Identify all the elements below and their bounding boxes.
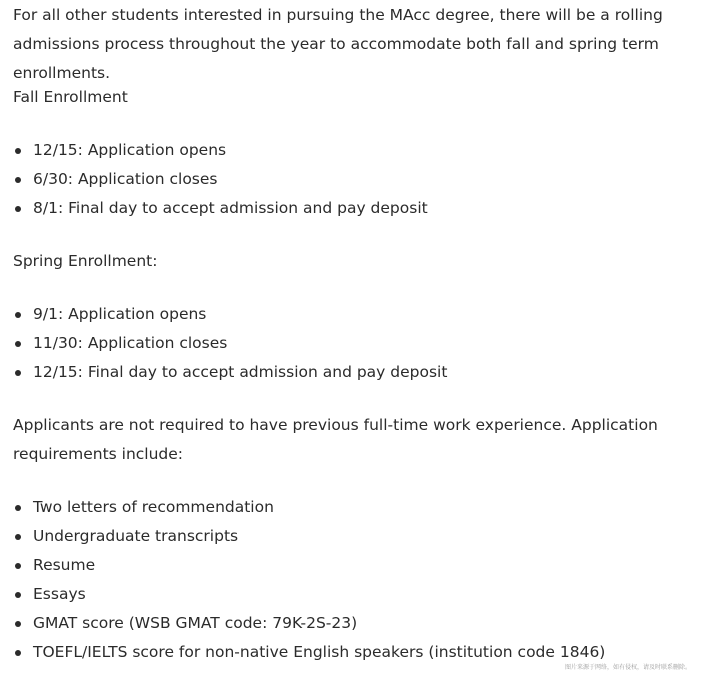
list-item	[13, 551, 605, 580]
list-item-text: Undergraduate transcripts	[33, 527, 239, 545]
bullet-icon	[15, 312, 21, 318]
list-item	[13, 609, 605, 638]
bullet-icon	[15, 534, 21, 540]
list-item	[13, 580, 605, 609]
list-item-text: 12/15: Final day to accept admission and pay deposit	[33, 363, 448, 381]
list-item	[13, 194, 428, 223]
list-item-text: 8/1: Final day to accept admission and pay deposit	[33, 199, 428, 217]
bullet-icon	[15, 621, 21, 627]
bullet-icon	[15, 592, 21, 598]
bullet-icon	[15, 341, 21, 347]
list-item-text: 9/1: Application opens	[33, 305, 207, 323]
list-item	[13, 358, 447, 387]
requirements-intro-paragraph: Applicants are not required to have previous full-time work experience. Application requirements include:	[13, 416, 658, 463]
bullet-icon	[15, 148, 21, 154]
fall-enrollment-list	[13, 136, 428, 223]
list-item	[13, 493, 605, 522]
intro-paragraph: For all other students interested in pursuing the MAcc degree, there will be a rolling admissions process throughout the year to accommodate both fall and spring term enrollments.	[13, 6, 663, 82]
list-item	[13, 522, 605, 551]
spring-enrollment-list	[13, 300, 447, 387]
watermark-text: 图片来源于网络，如有侵权，请及时联系删除。	[564, 664, 691, 671]
list-item-text: Essays	[33, 585, 86, 603]
list-item-text: GMAT score (WSB GMAT code: 79K-2S-23)	[33, 614, 358, 632]
bullet-icon	[15, 563, 21, 569]
list-item-text: TOEFL/IELTS score for non-native English speakers (institution code 1846)	[33, 643, 606, 661]
list-item	[13, 638, 605, 667]
bullet-icon	[15, 206, 21, 212]
list-item-text: 6/30: Application closes	[33, 170, 218, 188]
bullet-icon	[15, 505, 21, 511]
list-item	[13, 300, 447, 329]
fall-enrollment-heading: Fall Enrollment	[13, 88, 128, 106]
list-item	[13, 165, 428, 194]
bullet-icon	[15, 177, 21, 183]
requirements-list	[13, 493, 605, 667]
list-item-text: 12/15: Application opens	[33, 141, 227, 159]
bullet-icon	[15, 370, 21, 376]
list-item-text: 11/30: Application closes	[33, 334, 228, 352]
list-item	[13, 329, 447, 358]
bullet-icon	[15, 650, 21, 656]
list-item-text: Resume	[33, 556, 96, 574]
list-item	[13, 136, 428, 165]
spring-enrollment-heading: Spring Enrollment:	[13, 252, 158, 270]
list-item-text: Two letters of recommendation	[33, 498, 274, 516]
